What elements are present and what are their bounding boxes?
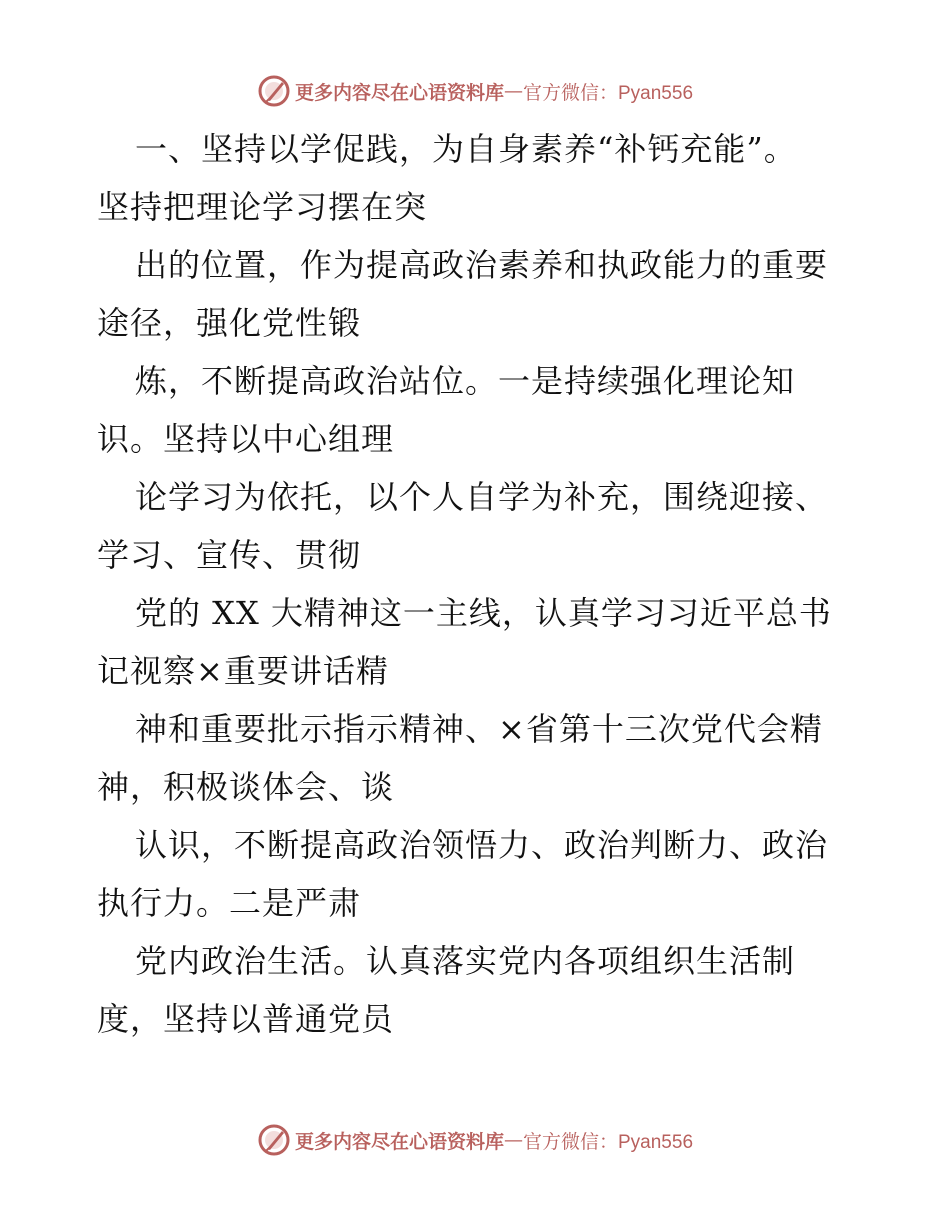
body-line: 神和重要批示指示精神、×省第十三次党代会精 <box>135 710 823 748</box>
watermark-wechat: 官方微信：Pyan556 <box>523 1131 694 1153</box>
watermark-wechat: 官方微信：Pyan556 <box>523 82 694 104</box>
body-line: 记视察×重要讲话精 <box>97 652 389 690</box>
body-line: 出的位置，作为提高政治素养和执政能力的重要 <box>135 246 829 284</box>
body-line: 途径，强化党性锻 <box>97 304 362 342</box>
document-body <box>97 120 867 1048</box>
body-line: 度，坚持以普通党员 <box>97 1000 395 1038</box>
body-line: 神，积极谈体会、谈 <box>97 768 395 806</box>
body-line: 一、坚持以学促践，为自身素养“补钙充能”。 <box>135 130 797 168</box>
body-line: 炼，不断提高政治站位。一是持续强化理论知 <box>135 362 796 400</box>
watermark-separator: — <box>504 80 523 102</box>
body-line: 学习、宣传、贯彻 <box>97 536 362 574</box>
body-line: 党的 XX 大精神这一主线，认真学习习近平总书 <box>135 594 832 632</box>
quill-circle-icon <box>257 1123 291 1157</box>
body-line: 认识，不断提高政治领悟力、政治判断力、政治 <box>135 826 829 864</box>
body-line: 党内政治生活。认真落实党内各项组织生活制 <box>135 942 796 980</box>
header-watermark <box>0 71 950 111</box>
body-line: 识。坚持以中心组理 <box>97 420 395 458</box>
quill-circle-icon <box>257 74 291 108</box>
body-line: 坚持把理论学习摆在突 <box>97 188 428 226</box>
watermark-text: 更多内容尽在心语资料库 <box>294 81 504 104</box>
body-line: 执行力。二是严肃 <box>97 884 362 922</box>
footer-watermark <box>0 1120 950 1160</box>
body-line: 论学习为依托，以个人自学为补充，围绕迎接、 <box>135 478 829 516</box>
watermark-separator: — <box>504 1129 523 1151</box>
watermark-text: 更多内容尽在心语资料库 <box>294 1130 504 1153</box>
